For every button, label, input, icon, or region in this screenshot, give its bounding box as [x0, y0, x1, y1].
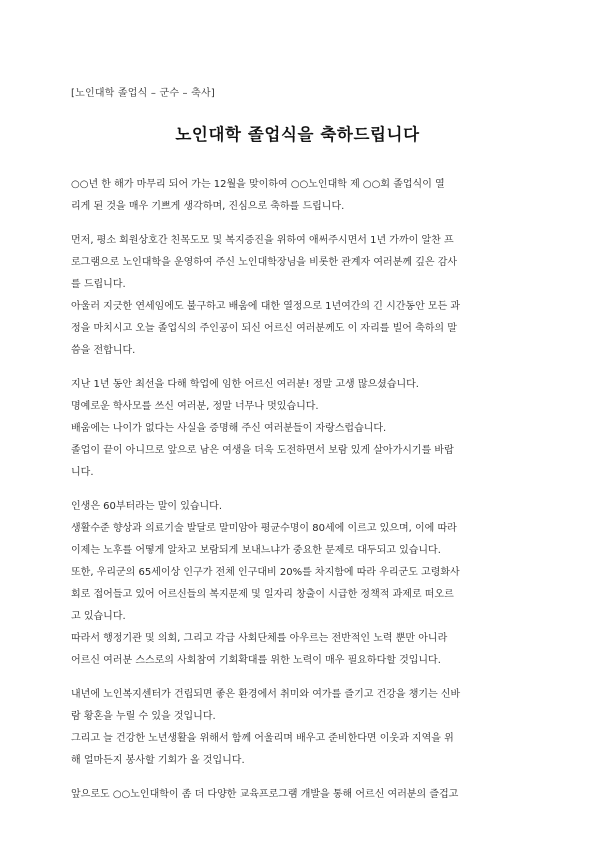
text-line: 또한, 우리군의 65세이상 인구가 전체 인구대비 20%를 차지함에 따라 우리군도 고령화사	[71, 567, 460, 578]
text-line: ○○년 한 해가 마무리 되어 가는 12월을 맞이하여 ○○노인대학 제 ○○회 졸업식이 열	[71, 179, 445, 190]
paragraph-gap	[71, 362, 529, 374]
text-line: 그리고 늘 건강한 노년생활을 위해서 함께 어울리며 배우고 준비한다면 이웃과 지역을 위	[71, 733, 454, 744]
text-line: 정을 마치시고 오늘 졸업식의 주인공이 되신 어르신 여러분께도 이 자리를 빌어 축하의 말	[71, 323, 457, 334]
paragraph	[71, 784, 529, 806]
document-title: 노인대학 졸업식을 축하드립니다	[175, 125, 420, 144]
paragraph-gap	[71, 484, 529, 496]
paragraph	[71, 496, 529, 518]
paragraph	[71, 518, 529, 562]
text-line: 니다.	[71, 467, 94, 478]
paragraph	[71, 230, 529, 296]
text-line: 리게 된 것을 매우 기쁘게 생각하며, 진심으로 축하를 드립니다.	[71, 201, 345, 212]
text-line: 명예로운 학사모를 쓰신 여러분, 정말 너무나 멋있습니다.	[71, 401, 319, 412]
text-line: 로그램으로 노인대학을 운영하여 주신 노인대학장님을 비롯한 관계자 여러분께 깊은 감사	[71, 257, 458, 268]
paragraph	[71, 396, 529, 418]
text-line: 씀을 전합니다.	[71, 345, 136, 356]
text-line: 먼저, 평소 회원상호간 친목도모 및 복지증진을 위하여 애써주시면서 1년 가까이 알찬 프	[71, 235, 454, 246]
text-line: 내년에 노인복지센터가 건립되면 좋은 환경에서 취미와 여가를 즐기고 건강을 챙기는 신바	[71, 689, 461, 700]
text-line: 람 황혼을 누릴 수 있을 것입니다.	[71, 711, 216, 722]
text-line: 어르신 여러분 스스로의 사회참여 기회확대를 위한 노력이 매우 필요하다할 것입니다.	[71, 655, 441, 666]
paragraph-gap	[71, 218, 529, 230]
text-line: 아울러 지긋한 연세임에도 불구하고 배움에 대한 열정으로 1년여간의 긴 시간동안 모든 과	[71, 301, 461, 312]
text-line: 배움에는 나이가 없다는 사실을 증명해 주신 여러분들이 자랑스럽습니다.	[71, 423, 387, 434]
paragraph	[71, 628, 529, 672]
paragraph	[71, 440, 529, 484]
text-line: 회로 접어들고 있어 어르신들의 복지문제 및 일자리 창출이 시급한 정책적 과제로 떠오르	[71, 589, 454, 600]
paragraph-gap	[71, 672, 529, 684]
text-line: 를 드립니다.	[71, 279, 126, 290]
text-line: 생활수준 향상과 의료기술 발달로 말미암아 평균수명이 80세에 이르고 있으며, 이에 따라	[71, 523, 457, 534]
text-line: 따라서 행정기관 및 의회, 그리고 각급 사회단체를 아우르는 전반적인 노력 뿐만 아니라	[71, 633, 448, 644]
paragraph	[71, 418, 529, 440]
paragraph	[71, 174, 529, 218]
text-line: 앞으로도 ○○노인대학이 좀 더 다양한 교육프로그램 개발을 통해 어르신 여러분의 즐겁고	[71, 789, 459, 800]
document-header: [노인대학 졸업식 – 군수 – 축사]	[71, 88, 215, 99]
text-line: 지난 1년 동안 최선을 다해 학업에 임한 어르신 여러분! 정말 고생 많으셨습니다.	[71, 379, 419, 390]
document-body	[71, 174, 529, 806]
paragraph	[71, 562, 529, 628]
text-line: 고 있습니다.	[71, 611, 126, 622]
paragraph-gap	[71, 772, 529, 784]
paragraph	[71, 374, 529, 396]
paragraph	[71, 684, 529, 728]
paragraph	[71, 296, 529, 362]
paragraph	[71, 728, 529, 772]
text-line: 해 얼마든지 봉사할 기회가 올 것입니다.	[71, 755, 245, 766]
text-line: 인생은 60부터라는 말이 있습니다.	[71, 501, 223, 512]
text-line: 이제는 노후를 어떻게 알차고 보람되게 보내느냐가 중요한 문제로 대두되고 있습니다.	[71, 545, 441, 556]
text-line: 졸업이 끝이 아니므로 앞으로 남은 여생을 더욱 도전하면서 보람 있게 살아가시기를 바랍	[71, 445, 454, 456]
